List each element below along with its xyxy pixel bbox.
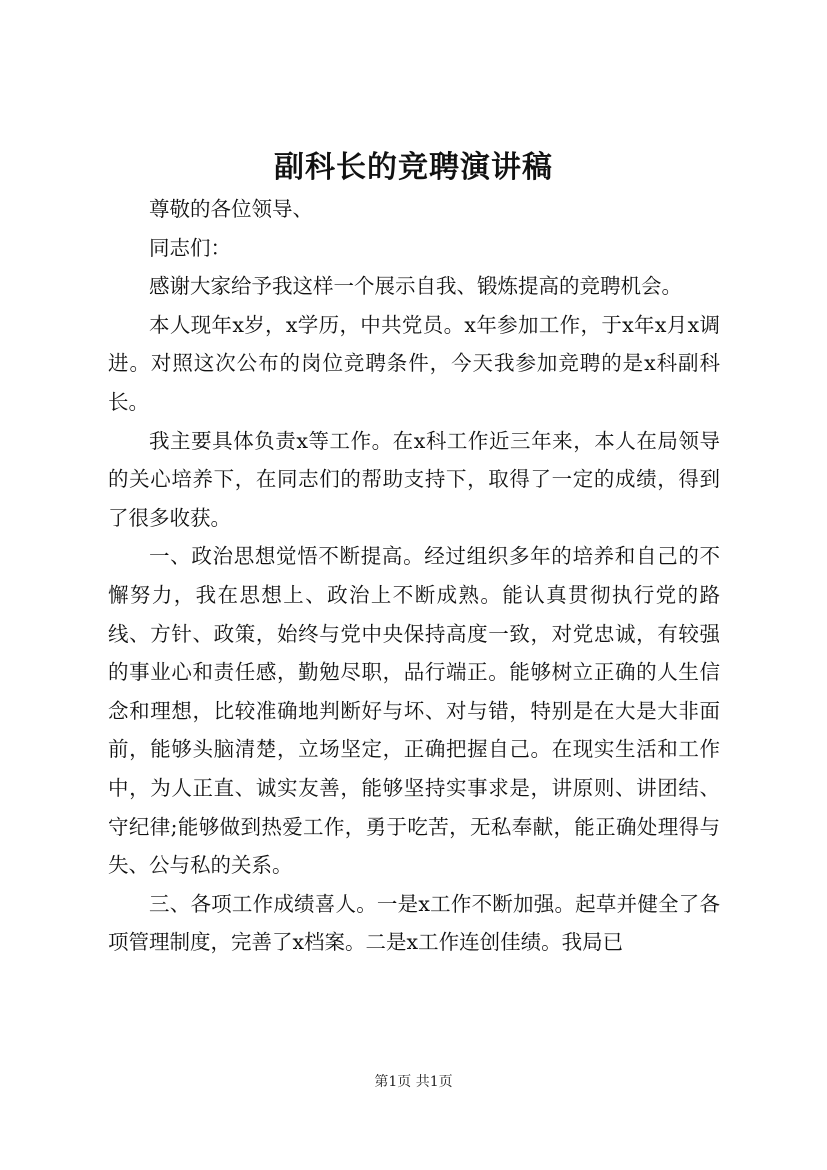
salutation-line-1: 尊敬的各位领导、 [149, 197, 313, 221]
paragraph-work-achievements: 三、各项工作成绩喜人。一是x工作不断加强。起草并健全了各项管理制度，完善了x档案。二是x工作连创佳绩。我局已 [108, 891, 720, 955]
salutation-line-2: 同志们： [149, 235, 231, 260]
paragraph-responsibilities: 我主要具体负责x等工作。在x科工作近三年来，本人在局领导的关心培养下，在同志们的帮助支持下，取得了一定的成绩，得到了很多收获。 [108, 428, 720, 530]
paragraph-political-thought: 一、政治思想觉悟不断提高。经过组织多年的培养和自己的不懈努力，我在思想上、政治上不断成熟。能认真贯彻执行党的路线、方针、政策，始终与党中央保持高度一致，对党忠诚，有较强的事业心和责任感，勤勉尽职，品行端正。能够树立正确的人生信念和理想，比较准确地判断好与坏、对与错，特别是在大是大非面前，能够头脑清楚，立场坚定，正确把握自己。在现实生活和工作中，为人正直、诚实友善，能够坚持实事求是，讲原则、讲团结、守纪律;能够做到热爱工作，勇于吃苦，无私奉献，能正确处理得与失、公与私的关系。 [108, 544, 720, 878]
paragraph-thanks: 感谢大家给予我这样一个展示自我、锻炼提高的竞聘机会。 [149, 274, 682, 299]
document-body [108, 190, 720, 962]
page-title: 副科长的竞聘演讲稿 [274, 150, 553, 185]
page-footer: 第1页 共1页 [374, 1074, 453, 1090]
paragraph-self-intro: 本人现年x岁，x学历，中共党员。x年参加工作，于x年x月x调进。对照这次公布的岗位竞聘条件，今天我参加竞聘的是x科副科长。 [108, 312, 720, 414]
